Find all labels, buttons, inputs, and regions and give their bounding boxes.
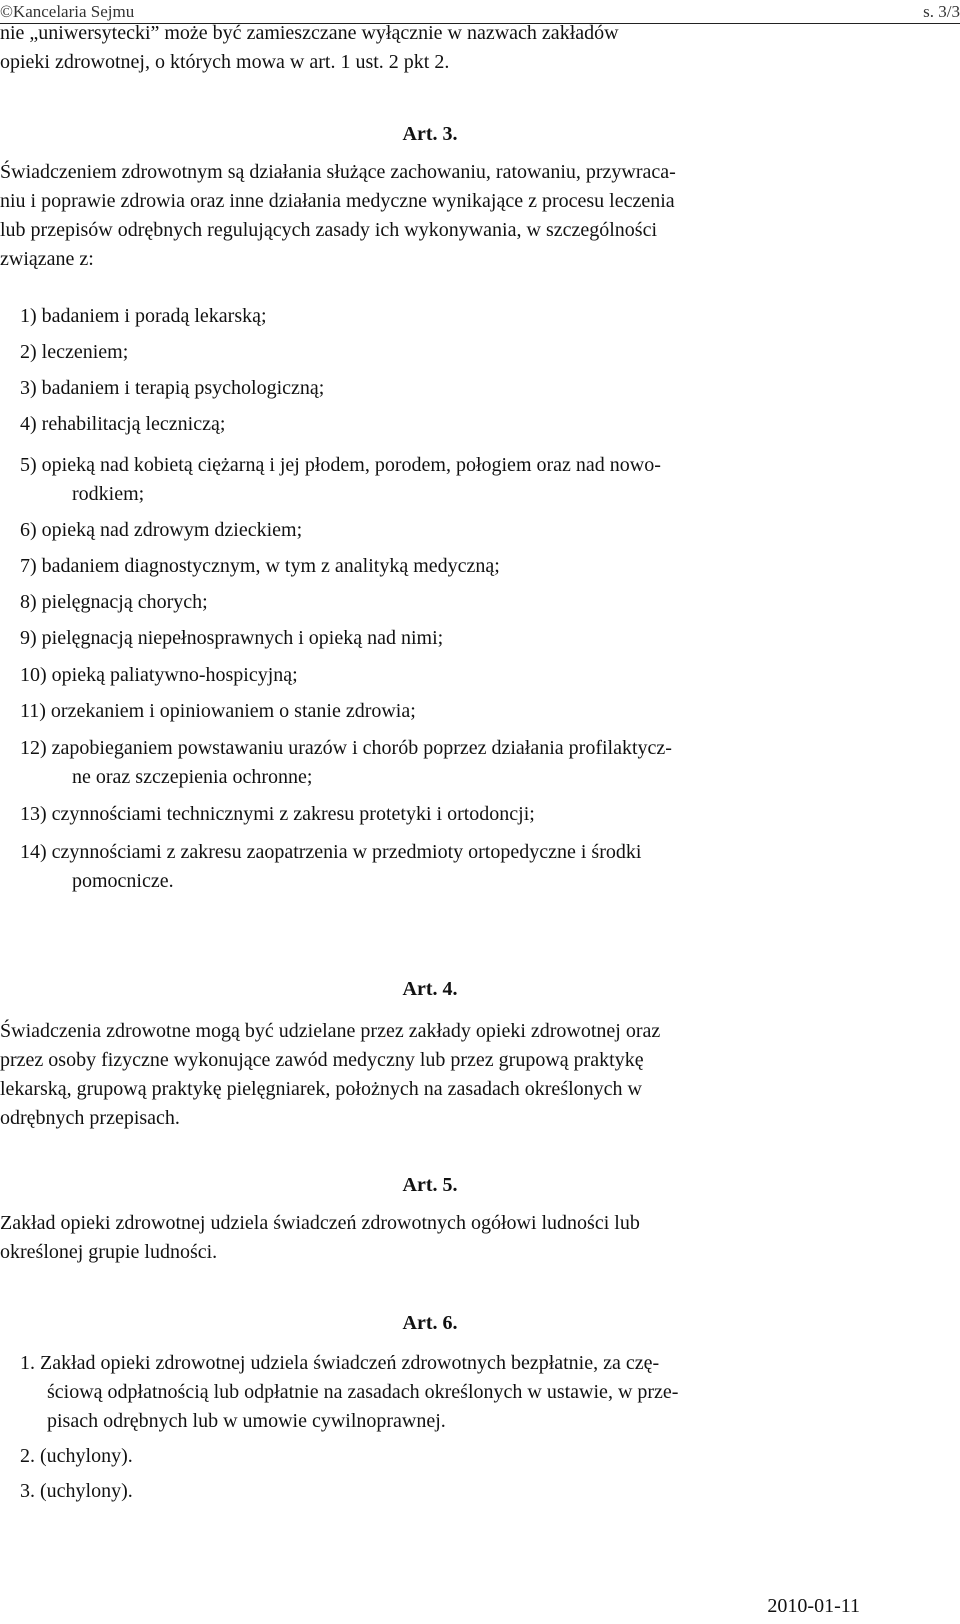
header-page-number: s. 3/3 xyxy=(923,2,960,21)
list-item-continuation: rodkiem; xyxy=(72,483,145,505)
art6-item: 3. (uchylony). xyxy=(20,1480,133,1502)
art3-list-item: 10) opieką paliatywno-hospicyjną; xyxy=(20,664,298,686)
art3-line: niu i poprawie zdrowia oraz inne działania medyczne wynikające z procesu leczenia xyxy=(0,190,675,212)
art3-list-item: 3) badaniem i terapią psychologiczną; xyxy=(20,377,325,399)
list-item-continuation: ne oraz szczepienia ochronne; xyxy=(72,766,313,788)
art5-heading: Art. 5. xyxy=(402,1174,458,1196)
art3-line: związane z: xyxy=(0,248,94,270)
art4-line: przez osoby fizyczne wykonujące zawód medyczny lub przez grupową praktykę xyxy=(0,1049,644,1071)
list-item-text: 12) zapobieganiem powstawaniu urazów i chorób poprzez działania profilaktycz- xyxy=(20,737,672,759)
art3-list-item xyxy=(20,451,860,509)
art6-item: 2. (uchylony). xyxy=(20,1445,133,1467)
intro-paragraph xyxy=(0,19,860,77)
intro-line: nie „uniwersytecki” może być zamieszczane wyłącznie w nazwach zakładów xyxy=(0,22,619,44)
art4-heading: Art. 4. xyxy=(402,978,458,1000)
art3-list-item: 4) rehabilitacją leczniczą; xyxy=(20,413,226,435)
art5-paragraph xyxy=(0,1209,860,1267)
art3-line: lub przepisów odrębnych regulujących zasady ich wykonywania, w szczególności xyxy=(0,219,658,241)
intro-line: opieki zdrowotnej, o których mowa w art. 1 ust. 2 pkt 2. xyxy=(0,51,450,73)
art3-list-item: 7) badaniem diagnostycznym, w tym z analityką medyczną; xyxy=(20,555,500,577)
art5-line: Zakład opieki zdrowotnej udziela świadczeń zdrowotnych ogółowi ludności lub xyxy=(0,1212,640,1234)
art4-paragraph xyxy=(0,1017,860,1133)
art4-line: odrębnych przepisach. xyxy=(0,1107,180,1129)
list-item-text: 14) czynnościami z zakresu zaopatrzenia w przedmioty ortopedyczne i środki xyxy=(20,841,642,863)
art3-list-item: 13) czynnościami technicznymi z zakresu protetyki i ortodoncji; xyxy=(20,803,535,825)
art3-list-item: 11) orzekaniem i opiniowaniem o stanie zdrowia; xyxy=(20,700,416,722)
art3-list-item: 6) opieką nad zdrowym dzieckiem; xyxy=(20,519,303,541)
art4-line: lekarską, grupową praktykę pielęgniarek, położnych na zasadach określonych w xyxy=(0,1078,642,1100)
art3-line: Świadczeniem zdrowotnym są działania służące zachowaniu, ratowaniu, przywraca- xyxy=(0,161,676,183)
art3-paragraph xyxy=(0,158,860,274)
art6-item-line: pisach odrębnych lub w umowie cywilnoprawnej. xyxy=(47,1410,446,1432)
art4-line: Świadczenia zdrowotne mogą być udzielane przez zakłady opieki zdrowotnej oraz xyxy=(0,1020,661,1042)
art5-line: określonej grupie ludności. xyxy=(0,1241,218,1263)
art3-list-item xyxy=(20,734,860,792)
footer-date: 2010-01-11 xyxy=(767,1595,860,1617)
art3-list-item: 1) badaniem i poradą lekarską; xyxy=(20,305,267,327)
art3-list-item: 9) pielęgnacją niepełnosprawnych i opieką nad nimi; xyxy=(20,627,444,649)
art3-list-item: 8) pielęgnacją chorych; xyxy=(20,591,208,613)
art6-item-line: ściową odpłatnością lub odpłatnie na zasadach określonych w ustawie, w prze- xyxy=(47,1381,679,1403)
list-item-text: 5) opieką nad kobietą ciężarną i jej płodem, porodem, połogiem oraz nad nowo- xyxy=(20,454,661,476)
art3-heading: Art. 3. xyxy=(402,123,458,145)
art6-heading: Art. 6. xyxy=(402,1312,458,1334)
list-item-continuation: pomocnicze. xyxy=(72,870,174,892)
header-publisher: ©Kancelaria Sejmu xyxy=(0,2,135,21)
art3-list-item xyxy=(20,838,860,896)
art6-item-line: 1. Zakład opieki zdrowotnej udziela świadczeń zdrowotnych bezpłatnie, za czę- xyxy=(20,1352,660,1374)
art6-item xyxy=(20,1349,860,1436)
art3-list-item: 2) leczeniem; xyxy=(20,341,129,363)
